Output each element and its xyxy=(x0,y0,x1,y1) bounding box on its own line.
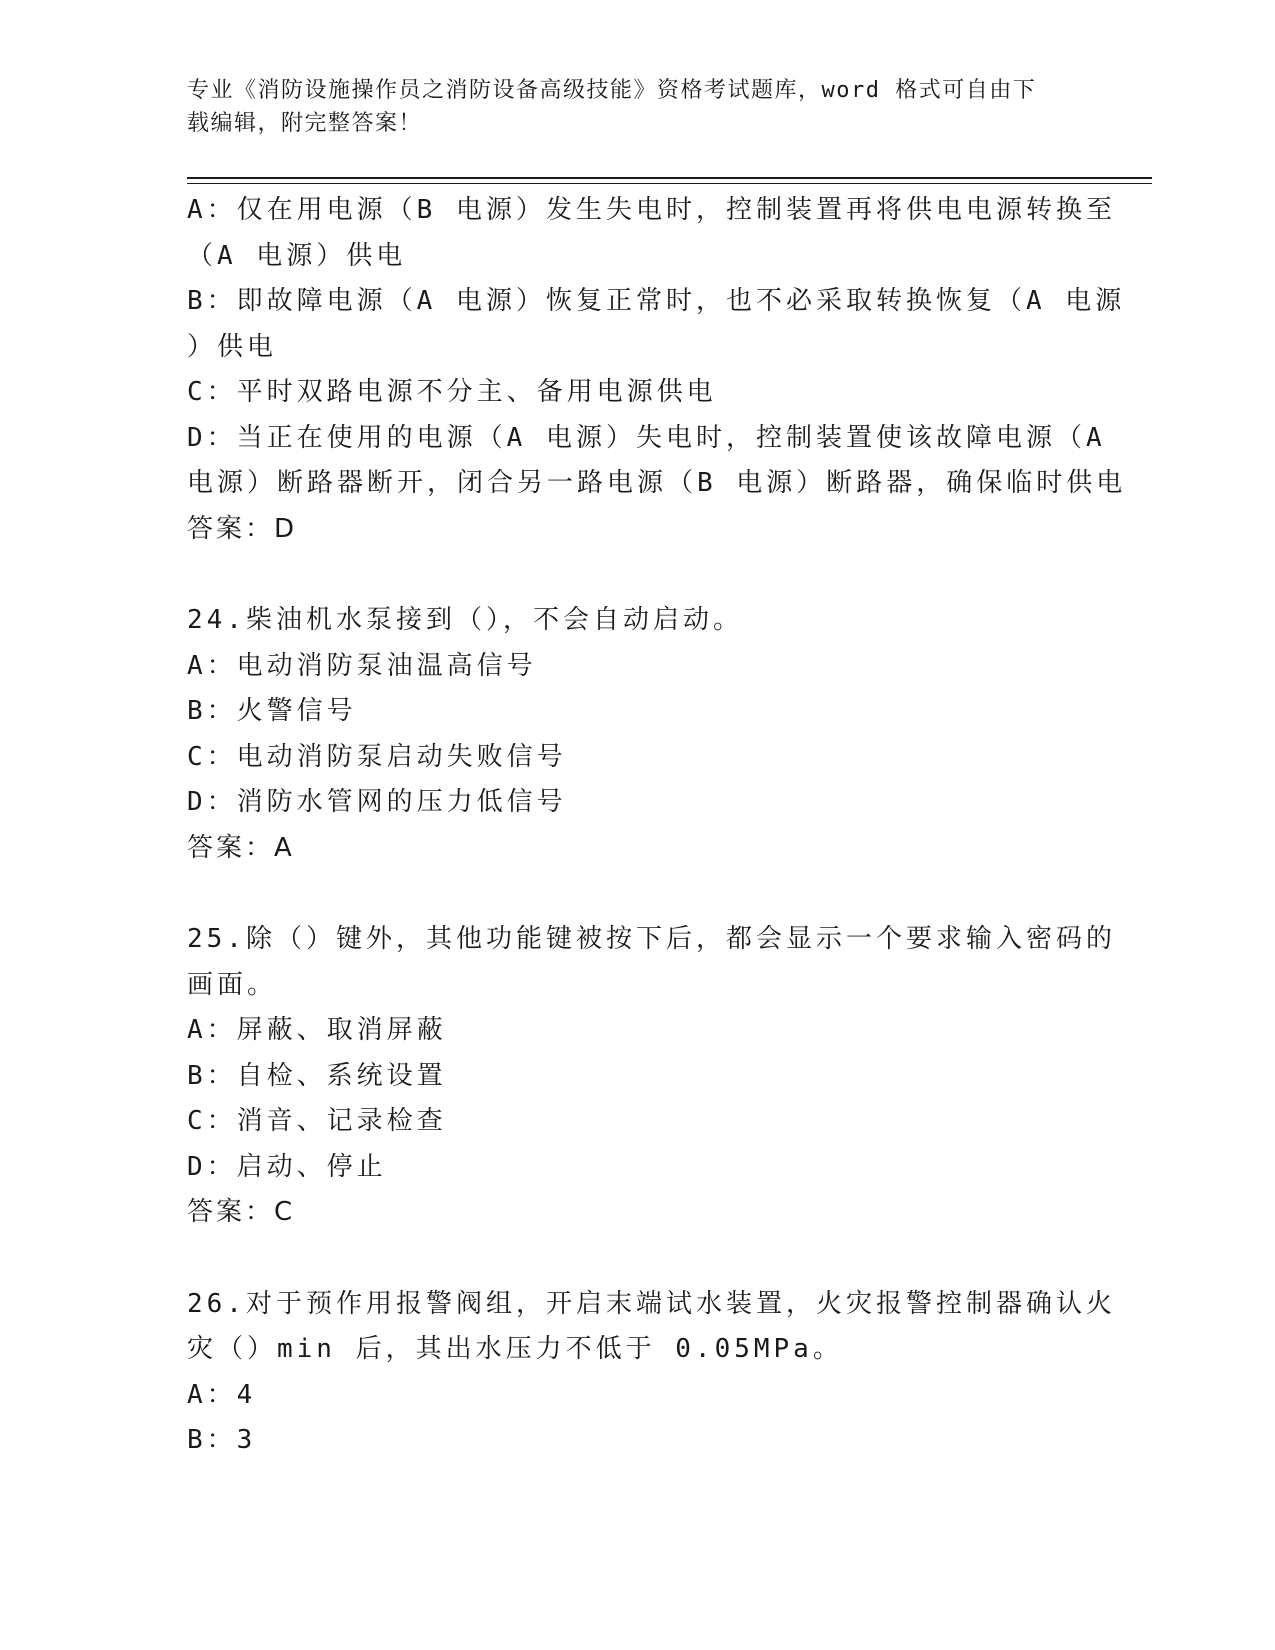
q23-option-a-line2: （A 电源）供电 xyxy=(187,240,407,271)
spacer xyxy=(187,552,1087,598)
q24-option-d: D：消防水管网的压力低信号 xyxy=(187,787,567,817)
q23-option-b-line1: B：即故障电源（A 电源）恢复正常时，也不必采取转换恢复（A 电源 xyxy=(187,286,1126,316)
q26-stem-line1: 26.对于预作用报警阀组，开启末端试水装置，火灾报警控制器确认火 xyxy=(187,1288,1116,1319)
q23-answer: 答案：D xyxy=(187,513,298,544)
q24-option-a: A：电动消防泵油温高信号 xyxy=(187,650,537,681)
q23-option-a-line1: A：仅在用电源（B 电源）发生失电时，控制装置再将供电电源转换至 xyxy=(187,195,1116,225)
q26-option-a: A：4 xyxy=(187,1379,257,1410)
q25-stem-line2: 画面。 xyxy=(187,969,278,1000)
q24-option-b: B：火警信号 xyxy=(187,696,357,726)
header-divider-thick xyxy=(187,177,1152,179)
q23-option-b-line2: ）供电 xyxy=(187,331,278,362)
q23-option-c: C：平时双路电源不分主、备用电源供电 xyxy=(187,377,717,407)
spacer xyxy=(187,871,1087,917)
q23-option-d-line2: 电源）断路器断开，闭合另一路电源（B 电源）断路器，确保临时供电 xyxy=(187,468,1127,498)
q25-answer: 答案：C xyxy=(187,1197,296,1227)
spacer xyxy=(187,1236,1087,1282)
q25-option-a: A：屏蔽、取消屏蔽 xyxy=(187,1015,447,1045)
q24-answer: 答案：A xyxy=(187,832,295,863)
q24-stem: 24.柴油机水泵接到（），不会自动启动。 xyxy=(187,605,743,635)
document-header xyxy=(187,74,1067,140)
question-content xyxy=(187,188,1127,1464)
q26-stem-line2: 灾（）min 后，其出水压力不低于 0.05MPa。 xyxy=(187,1334,843,1364)
q25-option-c: C：消音、记录检查 xyxy=(187,1106,447,1136)
q26-option-b: B：3 xyxy=(187,1425,257,1455)
q25-option-d: D：启动、停止 xyxy=(187,1151,387,1182)
q23-option-d-line1: D：当正在使用的电源（A 电源）失电时，控制装置使该故障电源（A xyxy=(187,422,1106,453)
q24-option-c: C：电动消防泵启动失败信号 xyxy=(187,741,567,772)
q25-option-b: B：自检、系统设置 xyxy=(187,1060,447,1091)
header-line-2: 载编辑，附完整答案！ xyxy=(187,111,423,136)
header-line-1: 专业《消防设施操作员之消防设备高级技能》资格考试题库，word 格式可自由下 xyxy=(187,78,1037,103)
header-divider-thin xyxy=(187,183,1152,184)
q25-stem-line1: 25.除（）键外，其他功能键被按下后，都会显示一个要求输入密码的 xyxy=(187,924,1116,954)
